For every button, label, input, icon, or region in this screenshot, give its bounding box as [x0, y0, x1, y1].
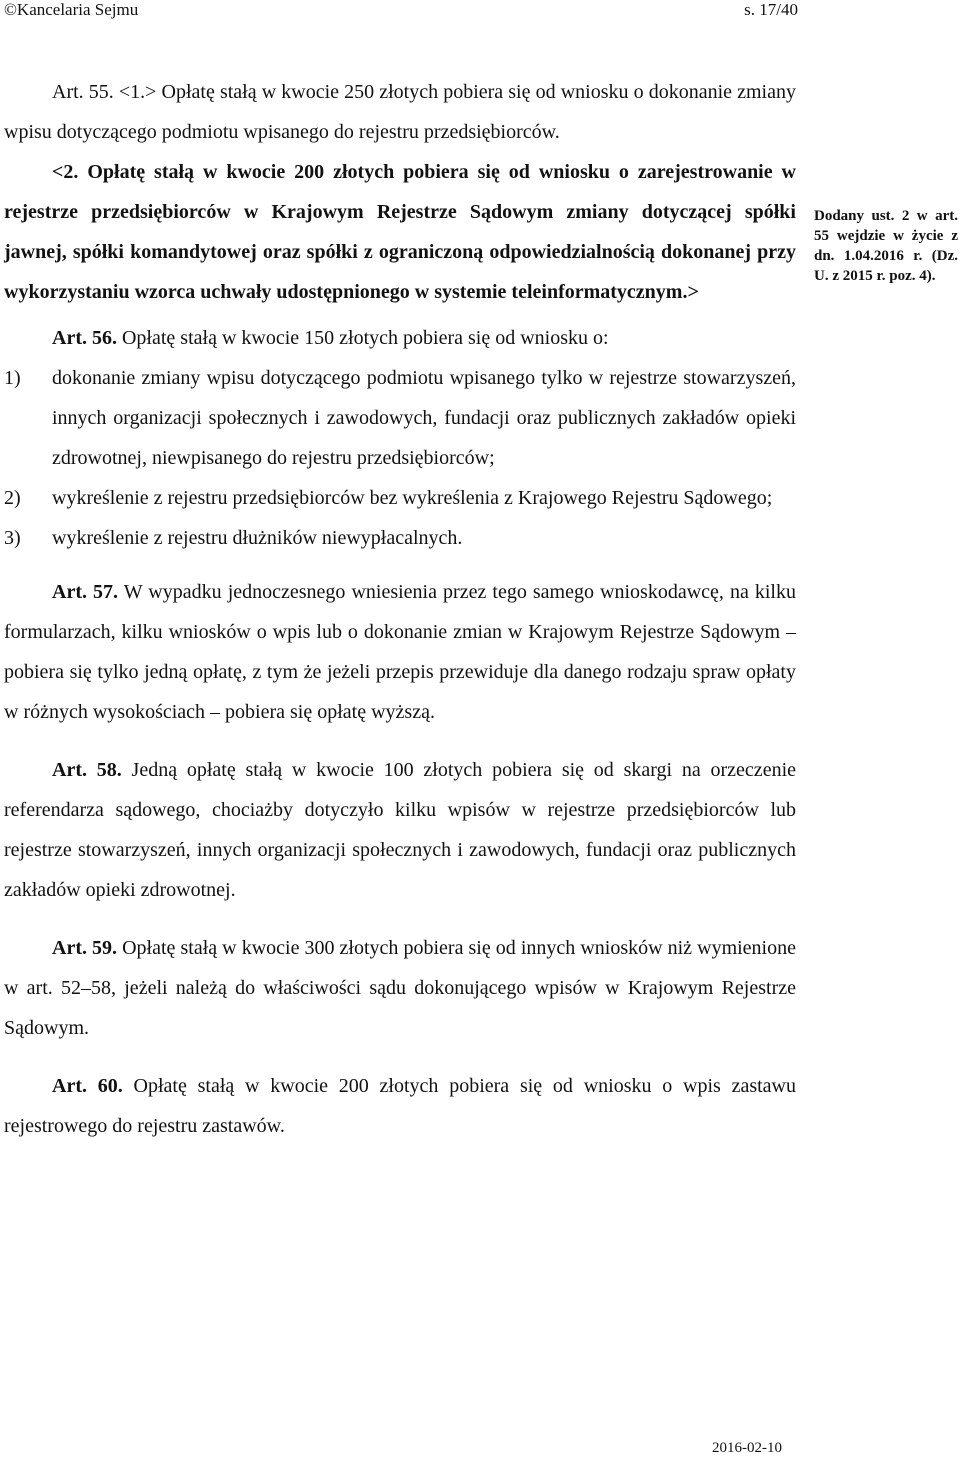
art-56-item-2: [4, 478, 796, 518]
footer-date: 2016-02-10: [712, 1440, 782, 1456]
art-58-label: Art. 58.: [52, 759, 122, 781]
art-55-paragraph-2: <2. Opłatę stałą w kwocie 200 złotych pobiera się od wniosku o zarejestrowanie w rejestrze przedsiębiorców w Krajowym Rejestrze Sądowym zmiany dotyczącej spółki jawnej, spółki komandytowej oraz spółki z ograniczoną odpowiedzialnością dokonanej przy wykorzystaniu wzorca uchwały udostępnionego w systemie teleinformatycznym.>: [4, 161, 796, 303]
page-header: [4, 0, 798, 24]
art-56-item-3-number: 3): [4, 527, 21, 549]
art-57-paragraph: [4, 572, 796, 732]
header-page-number: s. 17/40: [744, 0, 798, 19]
art-57-label: Art. 57.: [52, 581, 119, 603]
art-59-label: Art. 59.: [52, 937, 118, 959]
art-56-item-1-number: 1): [4, 367, 21, 389]
art-56-item-1: [4, 358, 796, 478]
art-56-intro: [4, 318, 796, 358]
art-56-item-1-text: dokonanie zmiany wpisu dotyczącego podmiotu wpisanego tylko w rejestrze stowarzyszeń, innych organizacji społecznych i zawodowych, fundacji oraz publicznych zakładów opieki zdrowotnej, niewpisanego do rejestru przedsiębiorców;: [52, 367, 796, 469]
header-source: ©Kancelaria Sejmu: [4, 0, 139, 19]
art-56-intro-text: Opłatę stałą w kwocie 150 złotych pobiera się od wniosku o:: [116, 327, 609, 349]
art-58-paragraph: [4, 750, 796, 910]
art-57-text: W wypadku jednoczesnego wniesienia przez tego samego wnioskodawcę, na kilku formularzach, kilku wniosków o wpis lub o dokonanie zmian w Krajowym Rejestrze Sądowym – pobiera się tylko jedną opłatę, z tym że jeżeli przepis przewiduje dla danego rodzaju spraw opłaty w różnych wysokościach – pobiera się opłatę wyższą.: [4, 581, 796, 723]
art-56-item-3: [4, 518, 796, 558]
art-56-item-2-text: wykreślenie z rejestru przedsiębiorców bez wykreślenia z Krajowego Rejestru Sądowego;: [52, 487, 773, 509]
art-60-label: Art. 60.: [52, 1075, 123, 1097]
art-56-item-3-text: wykreślenie z rejestru dłużników niewypłacalnych.: [52, 527, 463, 549]
art-59-text: Opłatę stałą w kwocie 300 złotych pobiera się od innych wniosków niż wymienione w art. 52–58, jeżeli należą do właściwości sądu dokonującego wpisów w Krajowym Rejestrze Sądowym.: [4, 937, 796, 1039]
art-58-text: Jedną opłatę stałą w kwocie 100 złotych pobiera się od skargi na orzeczenie referendarza sądowego, chociażby dotyczyło kilku wpisów w rejestrze przedsiębiorców lub rejestrze stowarzyszeń, innych organizacji społecznych i zawodowych, fundacji oraz publicznych zakładów opieki zdrowotnej.: [4, 759, 796, 901]
art-60-paragraph: [4, 1066, 796, 1146]
margin-note: Dodany ust. 2 w art. 55 wejdzie w życie z dn. 1.04.2016 r. (Dz. U. z 2015 r. poz. 4).: [814, 208, 958, 284]
art-59-paragraph: [4, 928, 796, 1048]
art-56-label: Art. 56.: [52, 327, 117, 349]
art-55-paragraph-1: Art. 55. <1.> Opłatę stałą w kwocie 250 złotych pobiera się od wniosku o dokonanie zmiany wpisu dotyczącego podmiotu wpisanego do rejestru przedsiębiorców.: [4, 81, 796, 143]
art-56-item-2-number: 2): [4, 487, 21, 509]
art-60-text: Opłatę stałą w kwocie 200 złotych pobiera się od wniosku o wpis zastawu rejestrowego do rejestru zastawów.: [4, 1075, 796, 1137]
document-body: [4, 72, 796, 1146]
